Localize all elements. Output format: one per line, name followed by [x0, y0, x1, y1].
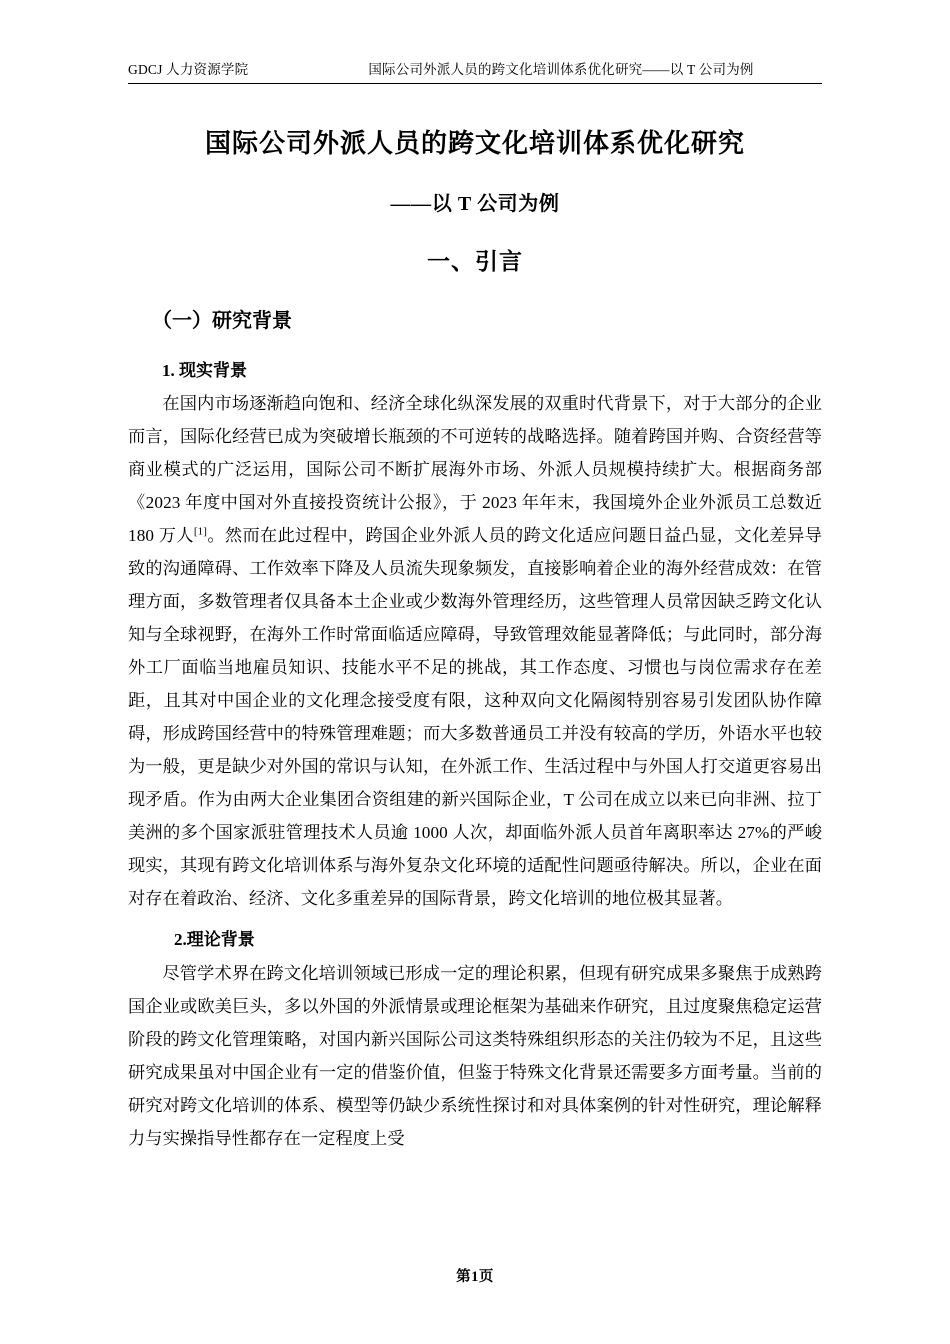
page-number: 第1页	[456, 1269, 494, 1285]
chapter-heading: 一、引言	[427, 249, 523, 275]
header-running-title: 国际公司外派人员的跨文化培训体系优化研究——以 T 公司为例	[368, 62, 754, 77]
document-subtitle: ——以 T 公司为例	[390, 193, 560, 216]
page-footer	[0, 1265, 950, 1286]
paragraph-theoretical-background: 尽管学术界在跨文化培训领域已形成一定的理论积累，但现有研究成果多聚焦于成熟跨国企业或欧美巨头，多以外国的外派情景或理论框架为基础来作研究，且过度聚焦稳定运营阶段的跨文化管理策略，对国内新兴国际公司这类特殊组织形态的关注仍较为不足，且这些研究成果虽对中国企业有一定的借鉴价值，但鉴于特殊文化背景还需要多方面考量。当前的研究对跨文化培训的体系、模型等仍缺少系统性探讨和对具体案例的针对性研究，理论解释力与实操指导性都存在一定程度上受	[128, 963, 822, 1149]
footnote-marker: [1]	[193, 525, 208, 538]
subsection-heading-1: 1. 现实背景	[162, 360, 247, 380]
paragraph-practical-background: 在国内市场逐渐趋向饱和、经济全球化纵深发展的双重时代背景下，对于大部分的企业而言，国际化经营已成为突破增长瓶颈的不可逆转的战略选择。随着跨国并购、合资经营等商业模式的广泛运用，国际公司不断扩展海外市场、外派人员规模持续扩大。根据商务部《2023 年度中国对外直接投资统计公报》，于 2023 年年末，我国境外企业外派员工总数近 180 万人[1]。然而在此过程中，跨国企业外派人员的跨文化适应问题日益凸显，文化差异导致的沟通障碍、工作效率下降及人员流失现象频发，直接影响着企业的海外经营成效：在管理方面，多数管理者仅具备本土企业或少数海外管理经历，这些管理人员常因缺乏跨文化认知与全球视野，在海外工作时常面临适应障碍，导致管理效能显著降低；与此同时，部分海外工厂面临当地雇员知识、技能水平不足的挑战，其工作态度、习惯也与岗位需求存在差距，且其对中国企业的文化理念接受度有限，这种双向文化隔阂特别容易引发团队协作障碍，形成跨国经营中的特殊管理难题；而大多数普通员工并没有较高的学历，外语水平也较为一般，更是缺少对外国的常识与认知，在外派工作、生活过程中与外国人打交道更容易出现矛盾。作为由两大企业集团合资组建的新兴国际企业，T 公司在成立以来已向非洲、拉丁美洲的多个国家派驻管理技术人员逾 1000 人次，却面临外派人员首年离职率达 27%的严峻现实，其现有跨文化培训体系与海外复杂文化环境的适配性问题亟待解决。所以，企业在面对存在着政治、经济、文化多重差异的国际背景，跨文化培训的地位极其显著。	[128, 394, 822, 909]
subsection-heading-2: 2.理论背景	[174, 930, 255, 950]
header-institution: GDCJ 人力资源学院	[128, 62, 249, 77]
document-title: 国际公司外派人员的跨文化培训体系优化研究	[204, 129, 745, 159]
section-heading: （一）研究背景	[152, 309, 292, 332]
page-header	[128, 62, 822, 84]
